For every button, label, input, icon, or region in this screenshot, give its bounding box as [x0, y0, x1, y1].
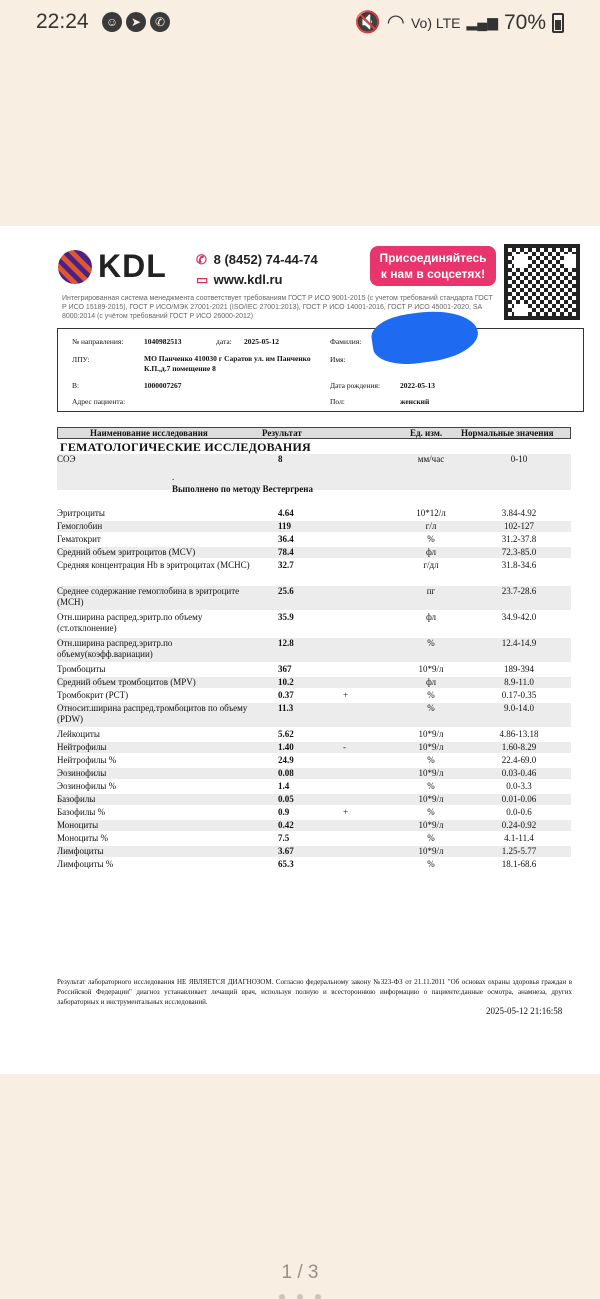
test-norm: 189-394 — [504, 664, 534, 674]
test-unit: % — [427, 781, 435, 791]
test-name: Гемоглобин — [57, 521, 103, 531]
monitor-icon: ▭ — [196, 272, 209, 287]
table-row — [57, 794, 571, 805]
table-row — [57, 820, 571, 831]
test-unit: 10*9/л — [418, 846, 444, 856]
test-name: Средний объем тромбоцитов (MPV) — [57, 677, 196, 687]
social-line-2: к нам в соцсетях! — [380, 267, 486, 281]
test-norm: 0.03-0.46 — [501, 768, 537, 778]
result-flag: - — [343, 742, 346, 752]
page-dot[interactable] — [297, 1294, 303, 1299]
test-unit: фл — [425, 677, 437, 687]
network-label: Vo) LTE — [410, 14, 461, 31]
battery-icon — [552, 13, 564, 33]
page-dots[interactable] — [0, 1287, 600, 1299]
test-result: 0.08 — [278, 768, 294, 778]
print-timestamp: 2025-05-12 21:16:58 — [486, 1006, 563, 1016]
table-row — [57, 833, 571, 844]
date-label: дата: — [216, 337, 232, 346]
test-name: Тромбоциты — [57, 664, 106, 674]
test-unit: % — [427, 690, 435, 700]
social-line-1: Присоединяйтесь — [379, 251, 487, 265]
test-norm: 8.9-11.0 — [504, 677, 534, 687]
test-name: Моноциты % — [57, 833, 108, 843]
telegram-icon: ➤ — [126, 12, 146, 32]
test-result: 65.3 — [278, 859, 294, 869]
test-result: 4.64 — [278, 508, 294, 518]
table-row — [57, 508, 571, 519]
test-norm: 31.8-34.6 — [501, 560, 537, 570]
table-row — [57, 534, 571, 545]
test-unit: % — [427, 859, 435, 869]
table-row — [57, 859, 571, 870]
test-result: 11.3 — [278, 703, 294, 713]
table-row — [57, 807, 571, 818]
test-name: Эозинофилы % — [57, 781, 117, 791]
col-norm-header: Нормальные значения — [461, 428, 554, 438]
sex-value: женский — [400, 397, 430, 406]
test-norm: 31.2-37.8 — [501, 534, 537, 544]
kdl-logo-mark-icon — [58, 250, 92, 284]
test-unit: 10*9/л — [418, 820, 444, 830]
test-norm: 0.17-0.35 — [501, 690, 537, 700]
result-flag: + — [343, 807, 349, 817]
test-unit: пг — [426, 586, 436, 596]
results-table-header — [57, 427, 571, 439]
address-label: Адрес пациента: — [72, 397, 126, 406]
test-norm: 18.1-68.6 — [501, 859, 537, 869]
page-indicator: 1 / 3 — [281, 1262, 319, 1283]
table-row — [57, 729, 571, 740]
test-name: Нейтрофилы — [57, 742, 107, 752]
referral-date: 2025-05-12 — [244, 337, 279, 346]
test-norm: 23.7-28.6 — [501, 586, 537, 596]
test-result: 0.37 — [278, 690, 294, 700]
b-label: В: — [72, 381, 80, 390]
social-banner — [370, 246, 496, 286]
test-result: 32.7 — [278, 560, 294, 570]
table-row — [57, 781, 571, 792]
test-result: 119 — [278, 521, 292, 531]
test-norm: 0.01-0.06 — [501, 794, 537, 804]
method-note: Выполнено по методу Вестергрена — [172, 484, 313, 494]
test-result: 10.2 — [278, 677, 294, 687]
test-result: 8 — [278, 454, 283, 464]
test-result: 0.42 — [278, 820, 294, 830]
status-bar — [0, 0, 600, 48]
document-page[interactable] — [0, 226, 600, 1074]
brand-name: KDL — [98, 248, 167, 284]
lpu-value: МО Панченко 410030 г Саратов ул. им Панченко К.П.,д.7 помещение 8 — [144, 354, 311, 373]
table-row — [57, 703, 571, 727]
test-name: Эритроциты — [57, 508, 105, 518]
wifi-icon: ◠ — [386, 11, 405, 34]
table-row — [57, 521, 571, 532]
table-row — [57, 690, 571, 701]
test-unit: 10*9/л — [418, 768, 444, 778]
test-result: 25.6 — [278, 586, 294, 596]
test-norm: 72.3-85.0 — [501, 547, 537, 557]
test-name: Гематокрит — [57, 534, 101, 544]
table-row — [57, 612, 571, 636]
test-result: 36.4 — [278, 534, 294, 544]
test-norm: 0.0-3.3 — [506, 781, 532, 791]
table-row — [57, 638, 571, 662]
test-norm: 12.4-14.9 — [501, 638, 537, 648]
test-name: Лейкоциты — [57, 729, 100, 739]
test-result: 3.67 — [278, 846, 294, 856]
mute-icon: 🔇 — [354, 10, 381, 34]
name-label: Имя: — [330, 355, 346, 364]
test-norm: 0.24-0.92 — [501, 820, 537, 830]
status-time: 22:24 — [36, 10, 89, 33]
test-name: Нейтрофилы % — [57, 755, 117, 765]
test-norm: 1.60-8.29 — [501, 742, 537, 752]
whatsapp-icon: ✆ — [150, 12, 170, 32]
test-unit: мм/час — [417, 454, 445, 464]
table-row — [57, 755, 571, 766]
b-value: 1000007267 — [144, 381, 182, 390]
iso-statement: Интегрированная система менеджмента соответствует требованиям ГОСТ Р ИСО 9001-2015 (с учетом требований стандарта ГОСТ Р ИСО 15189-2015), ГОСТ Р ИСО/МЭК 27001-2021 (ISO/IEC 27001:2013), ГОСТ Р ИСО 14001-2016, ГОСТ Р ИСО 45001-2020, SA 8000:2014 (с учётом требований ГОСТ Р ИСО 26000-2012) — [62, 295, 493, 320]
test-result: 24.9 — [278, 755, 294, 765]
test-name: Тромбокрит (PCT) — [57, 690, 129, 700]
kdl-logo — [58, 248, 167, 285]
message-icon: ☺ — [102, 12, 122, 32]
table-row — [57, 454, 571, 490]
test-result: 78.4 — [278, 547, 294, 557]
test-name: Эозинофилы — [57, 768, 107, 778]
dob-label: Дата рождения: — [330, 381, 381, 390]
test-name: Средний объем эритроцитов (MCV) — [57, 547, 196, 557]
test-unit: 10*9/л — [418, 664, 444, 674]
test-result: 0.9 — [278, 807, 290, 817]
test-name: Отн.ширина распред.эритр.по объему(коэфф.вариации) — [57, 638, 173, 659]
test-norm: 34.9-42.0 — [501, 612, 537, 622]
table-row — [57, 664, 571, 675]
test-name: Средняя концентрация Hb в эритроцитах (MCHC) — [57, 560, 250, 570]
qr-code-icon — [504, 244, 580, 320]
test-unit: г/л — [425, 521, 437, 531]
test-name: СОЭ — [57, 454, 76, 464]
test-norm: 0-10 — [510, 454, 528, 464]
test-unit: 10*12/л — [416, 508, 446, 518]
referral-number: 1040982513 — [144, 337, 182, 346]
test-norm: 4.86-13.18 — [499, 729, 539, 739]
test-unit: % — [427, 807, 435, 817]
test-unit: % — [427, 703, 435, 713]
col-result-header: Результат — [262, 428, 302, 438]
test-name: Относит.ширина распред.тромбоцитов по объему (PDW) — [57, 703, 248, 724]
test-result: 0.05 — [278, 794, 294, 804]
dob-value: 2022-05-13 — [400, 381, 435, 390]
table-row — [57, 586, 571, 610]
contacts — [196, 250, 318, 290]
test-name: Лимфоциты — [57, 846, 104, 856]
test-result: 1.4 — [278, 781, 290, 791]
test-norm: 3.84-4.92 — [501, 508, 537, 518]
test-norm: 0.0-0.6 — [506, 807, 532, 817]
test-unit: 10*9/л — [418, 794, 444, 804]
test-unit: фл — [425, 612, 437, 622]
test-unit: % — [427, 755, 435, 765]
signal-icon: ▂▄▆ — [466, 14, 498, 30]
col-name-header: Наименование исследования — [90, 428, 208, 438]
battery-percent: 70% — [503, 10, 546, 34]
test-result: 12.8 — [278, 638, 294, 648]
test-name: Базофилы % — [57, 807, 106, 817]
result-flag: + — [343, 690, 349, 700]
test-unit: % — [427, 638, 435, 648]
method-dot: . — [172, 472, 175, 482]
section-title: ГЕМАТОЛОГИЧЕСКИЕ ИССЛЕДОВАНИЯ — [60, 440, 311, 454]
lpu-label: ЛПУ: — [72, 355, 90, 364]
phone-number: 8 (8452) 74-44-74 — [213, 252, 318, 267]
test-result: 5.62 — [278, 729, 294, 739]
test-result: 1.40 — [278, 742, 294, 752]
surname-label: Фамилия: — [330, 337, 362, 346]
test-norm: 9.0-14.0 — [504, 703, 534, 713]
test-unit: % — [427, 534, 435, 544]
patient-info-box — [57, 328, 584, 412]
disclaimer: Результат лабораторного исследования НЕ ЯВЛЯЕТСЯ ДИАГНОЗОМ. Согласно федеральному закону №323-ФЗ от 21.11.2011 "Об основах охраны здоровья граждан в Российской Федерации" диагноз устанавливает лечащий врач, используя полную и всестороннюю информацию о пациенте:данные осмотра, анамнеза, других лабораторных и инструментальных исследований. — [57, 978, 572, 1006]
test-result: 35.9 — [278, 612, 294, 622]
test-name: Базофилы — [57, 794, 96, 804]
test-unit: 10*9/л — [418, 742, 444, 752]
table-row — [57, 547, 571, 558]
test-unit: г/дл — [423, 560, 439, 570]
table-row — [57, 846, 571, 857]
test-name: Лимфоциты % — [57, 859, 114, 869]
col-unit-header: Ед. изм. — [410, 428, 443, 438]
page-dot[interactable] — [315, 1294, 321, 1299]
system-icons — [354, 10, 564, 35]
test-norm: 4.1-11.4 — [504, 833, 534, 843]
test-result: 7.5 — [278, 833, 290, 843]
test-result: 367 — [278, 664, 292, 674]
table-row — [57, 560, 571, 584]
test-unit: 10*9/л — [418, 729, 444, 739]
test-name: Моноциты — [57, 820, 99, 830]
website: www.kdl.ru — [213, 272, 283, 287]
test-name: Отн.ширина распред.эритр.по объему (ст.отклонение) — [57, 612, 203, 633]
test-norm: 22.4-69.0 — [501, 755, 537, 765]
phone-icon: ✆ — [196, 252, 207, 267]
test-name: Среднее содержание гемоглобина в эритроците (MCH) — [57, 586, 240, 607]
referral-label: № направления: — [72, 337, 124, 346]
test-unit: фл — [425, 547, 437, 557]
test-unit: % — [427, 833, 435, 843]
test-norm: 102-127 — [504, 521, 534, 531]
test-norm: 1.25-5.77 — [501, 846, 537, 856]
table-row — [57, 677, 571, 688]
page-dot[interactable] — [279, 1294, 285, 1299]
sex-label: Пол: — [330, 397, 345, 406]
table-row — [57, 742, 571, 753]
table-row — [57, 768, 571, 779]
notification-icons — [102, 12, 170, 32]
